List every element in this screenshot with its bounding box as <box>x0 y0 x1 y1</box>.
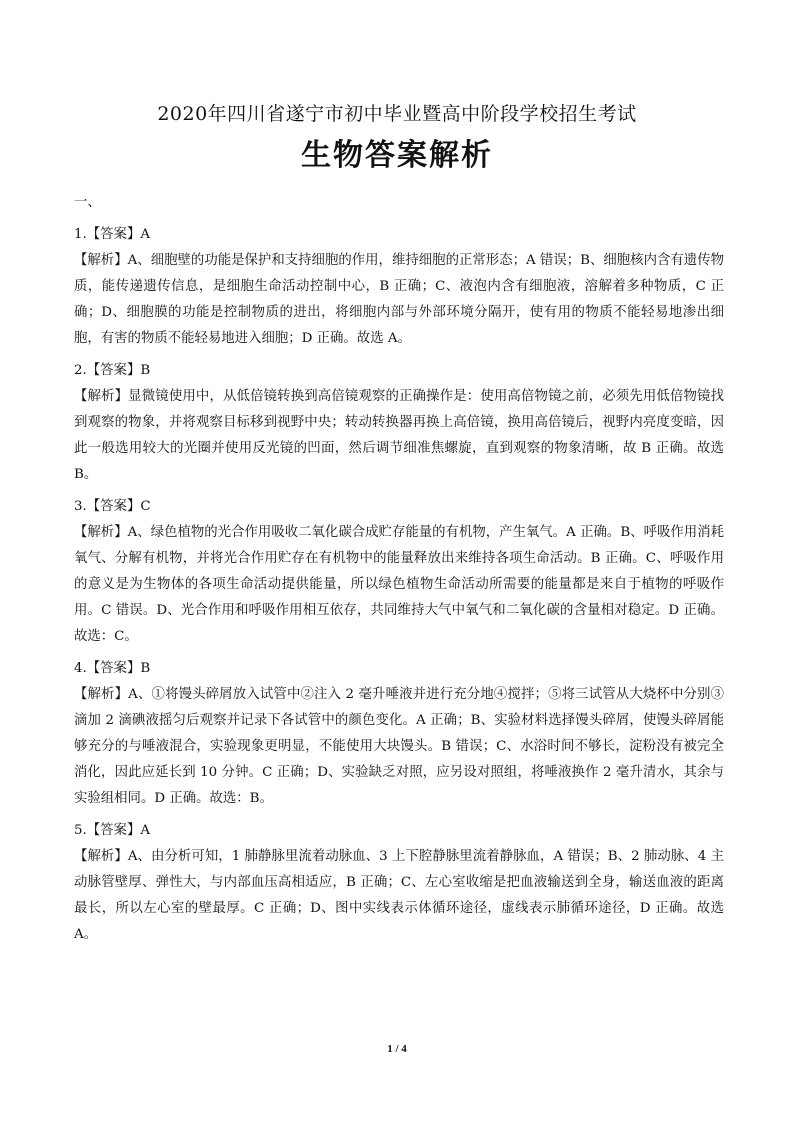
document-subtitle: 生物答案解析 <box>301 138 493 173</box>
question-5-answer: 5.【答案】A <box>74 823 151 838</box>
document-title: 2020年四川省遂宁市初中毕业暨高中阶段学校招生考试 <box>157 103 637 125</box>
question-4-answer: 4.【答案】B <box>74 661 151 676</box>
question-3-answer: 3.【答案】C <box>74 499 151 514</box>
question-5-explanation: 【解析】A、由分析可知，1 肺静脉里流着动脉血、3 上下腔静脉里流着静脉血，A 错误；B、2 肺动脉、4 主动脉管壁厚、弹性大，与内部血压高相适应，B 正确；C、左心室收缩是把血液输送到全身，输送血液的距离最长，所以左心室的壁最厚。C 正确；D、图中实线表示体循环途径，虚线表示肺循环途径，D 正确。故选 A。 <box>74 849 724 942</box>
section-label: 一、 <box>74 195 101 210</box>
page-number: 1 / 4 <box>387 1043 407 1055</box>
question-3-explanation: 【解析】A、绿色植物的光合作用吸收二氧化碳合成贮存能量的有机物，产生氧气。A 正确。B、呼吸作用消耗氧气、分解有机物，并将光合作用贮存在有机物中的能量释放出来维持各项生命活动。B 正确。C、呼吸作用的意义是为生物体的各项生命活动提供能量，所以绿色植物生命活动所需要的能量都是来自于植物的呼吸作用。C 错误。D、光合作用和呼吸作用相互依存，共同维持大气中氧气和二氧化碳的含量相对稳定。D 正确。故选：C。 <box>74 525 724 644</box>
question-2-answer: 2.【答案】B <box>74 363 151 378</box>
question-1-answer: 1.【答案】A <box>74 227 151 242</box>
question-2-explanation: 【解析】显微镜使用中，从低倍镜转换到高倍镜观察的正确操作是：使用高倍物镜之前，必须先用低倍物镜找到观察的物象，并将观察目标移到视野中央；转动转换器再换上高倍镜，换用高倍镜后，视野内亮度变暗，因此一般选用较大的光圈并使用反光镜的凹面，然后调节细准焦螺旋，直到观察的物象清晰，故 B 正确。故选 B。 <box>74 389 724 482</box>
answer-content <box>74 190 724 948</box>
question-1-explanation: 【解析】A、细胞壁的功能是保护和支持细胞的作用，维持细胞的正常形态；A 错误；B、细胞核内含有遗传物质，能传递遗传信息，是细胞生命活动控制中心，B 正确；C、液泡内含有细胞液，溶解着多种物质，C 正确；D、细胞膜的功能是控制物质的进出，将细胞内部与外部环境分隔开，使有用的物质不能轻易地渗出细胞，有害的物质不能轻易地进入细胞；D 正确。故选 A。 <box>74 253 724 346</box>
question-4-explanation: 【解析】A、①将馒头碎屑放入试管中②注入 2 毫升唾液并进行充分地④搅拌；⑤将三试管从大烧杯中分别③滴加 2 滴碘液摇匀后观察并记录下各试管中的颜色变化。A 正确；B、实验材料选择馒头碎屑，使馒头碎屑能够充分的与唾液混合，实验现象更明显，不能使用大块馒头。B 错误；C、水浴时间不够长，淀粉没有被完全消化，因此应延长到 10 分钟。C 正确；D、实验缺乏对照，应另设对照组，将唾液换作 2 毫升清水，其余与实验组相同。D 正确。故选：B。 <box>74 687 724 806</box>
